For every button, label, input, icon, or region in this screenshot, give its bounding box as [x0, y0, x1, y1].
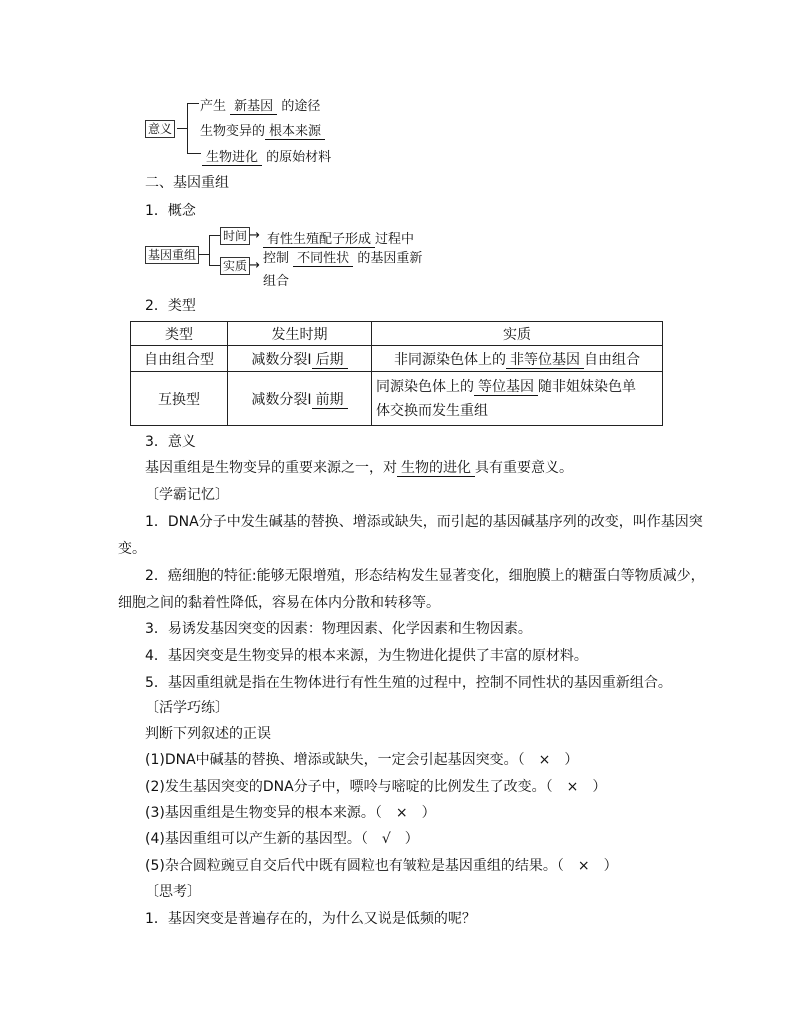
practice-intro: 判断下列叙述的正误 [145, 726, 271, 742]
row1-essence-blank: 非等位基因 [506, 353, 584, 369]
table-header-cell: 类型 [131, 322, 228, 346]
practice-heading: 〔活学巧练〕 [145, 700, 229, 716]
table-header-cell: 发生时期 [228, 322, 372, 346]
memory-item-3: 3．易诱发基因突变的因素：物理因素、化学因素和生物因素。 [145, 621, 532, 637]
practice-answer: （ × ） [545, 779, 607, 795]
practice-item-4: (4)基因重组可以产生新的基因型。（ √ ） [145, 831, 419, 847]
types-table [130, 321, 663, 426]
table-cell-period: 减数分裂Ⅰ 前期 [228, 372, 372, 426]
meaning-row-2-blank: 根本来源 [265, 124, 325, 140]
meaning-branch-1 [187, 103, 199, 104]
section-2-title: 二、基因重组 [145, 175, 229, 191]
memory-item-2: 2．癌细胞的特征:能够无限增殖，形态结构发生显著变化，细胞膜上的糖蛋白等物质减少， [145, 568, 705, 584]
table-cell-essence: 同源染色体上的 等位基因 随非姐妹染色单 体交换而发生重组 [372, 372, 663, 426]
meaning-row-2: 生物变异的 根本来源 [200, 120, 325, 140]
meaning-stem [177, 128, 187, 129]
row2-essence-blank: 等位基因 [474, 380, 538, 396]
concept-bracket [209, 235, 210, 266]
concept-label-box: 基因重组 [145, 246, 199, 264]
practice-answer: （ × ） [517, 752, 579, 768]
table-row [131, 372, 663, 426]
meaning-branch-3 [187, 153, 201, 154]
types-heading: 2．类型 [145, 298, 196, 314]
memory-item-1: 1．DNA分子中发生碱基的替换、增添或缺失，而引起的基因碱基序列的改变，叫作基因突 [145, 514, 703, 530]
memory-item-4: 4．基因突变是生物变异的根本来源，为生物进化提供了丰富的原材料。 [145, 648, 588, 664]
thinking-question-1: 1．基因突变是普遍存在的，为什么又说是低频的呢？ [145, 911, 476, 927]
memory-heading: 〔学霸记忆〕 [145, 487, 229, 503]
significance-text: 基因重组是生物变异的重要来源之一，对 生物的进化 具有重要意义。 [145, 460, 573, 476]
concept-essence-text: 控制 不同性状 的基因重新 [263, 251, 423, 266]
concept-time-text: 有性生殖配子形成 过程中 [263, 228, 414, 248]
concept-essence-line2: 组合 [263, 274, 290, 289]
concept-stem [199, 254, 209, 255]
meaning-row-1: 产生 新基因 的途径 [200, 99, 321, 114]
practice-item-2: (2)发生基因突变的DNA分子中，嘌呤与嘧啶的比例发生了改变。（ × ） [145, 779, 607, 795]
table-cell-type: 自由组合型 [131, 346, 228, 372]
concept-essence-arrow: → [249, 258, 260, 273]
meaning-label-box: 意义 [145, 120, 175, 138]
significance-blank: 生物的进化 [397, 461, 475, 477]
row1-period-blank: 后期 [312, 353, 348, 369]
row2-period-blank: 前期 [312, 393, 348, 409]
practice-answer: （ × ） [374, 805, 436, 821]
concept-time-blank: 有性生殖配子形成 [263, 232, 375, 248]
table-cell-type: 互换型 [131, 372, 228, 426]
practice-answer: （ √ ） [360, 831, 419, 847]
meaning-row-3: 生物进化 的原始材料 [202, 146, 331, 166]
concept-essence-blank: 不同性状 [293, 251, 353, 267]
table-header-row [131, 322, 663, 346]
table-row [131, 346, 663, 372]
memory-item-5: 5．基因重组就是指在生物体进行有性生殖的过程中，控制不同性状的基因重新组合。 [145, 675, 672, 691]
table-cell-essence: 非同源染色体上的 非等位基因 自由组合 [372, 346, 663, 372]
significance-heading: 3．意义 [145, 434, 196, 450]
meaning-bracket [187, 103, 188, 153]
practice-item-1: (1)DNA中碱基的替换、增添或缺失，一定会引起基因突变。（ × ） [145, 752, 579, 768]
practice-answer: （ × ） [556, 858, 618, 874]
concept-time-arrow: → [249, 228, 260, 243]
practice-item-5: (5)杂合圆粒豌豆自交后代中既有圆粒也有皱粒是基因重组的结果。（ × ） [145, 858, 618, 874]
table-header-cell: 实质 [372, 322, 663, 346]
concept-time-box: 时间 [220, 227, 250, 245]
concept-heading: 1．概念 [145, 203, 196, 219]
memory-item-1-cont: 变。 [118, 541, 146, 557]
meaning-row-1-blank: 新基因 [230, 99, 277, 115]
memory-item-2-cont: 细胞之间的黏着性降低，容易在体内分散和转移等。 [118, 595, 440, 611]
meaning-row-3-blank: 生物进化 [202, 150, 262, 166]
concept-essence-box: 实质 [220, 257, 250, 275]
thinking-heading: 〔思考〕 [145, 884, 201, 900]
practice-item-3: (3)基因重组是生物变异的根本来源。（ × ） [145, 805, 436, 821]
table-cell-period: 减数分裂Ⅰ 后期 [228, 346, 372, 372]
